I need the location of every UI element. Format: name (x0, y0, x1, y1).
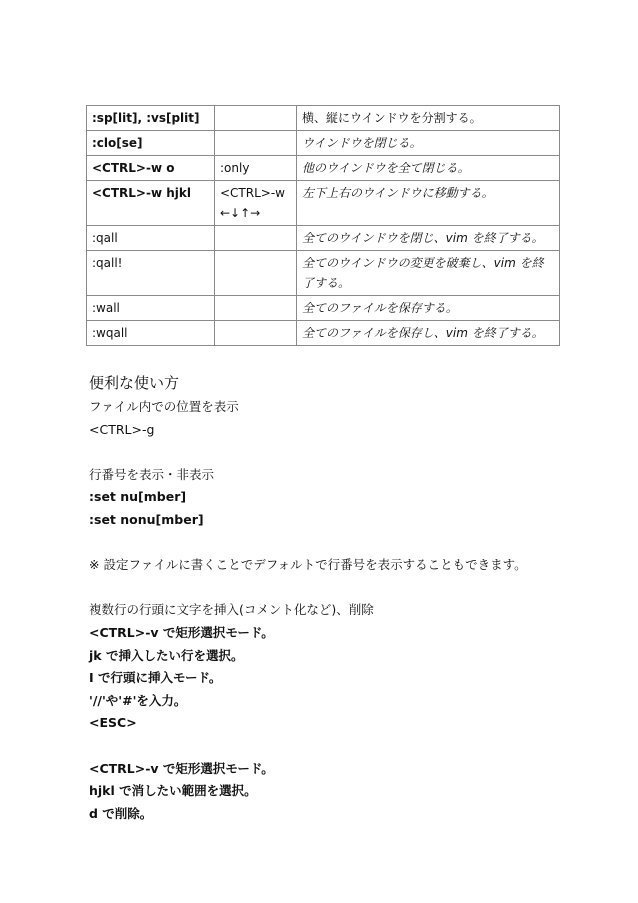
command-line: d で削除。 (89, 805, 153, 821)
tips-lines (89, 396, 559, 825)
command-line: <ESC> (89, 715, 137, 731)
command-cell: :qall! (87, 251, 215, 296)
table-row (87, 181, 560, 226)
blank-line (89, 532, 559, 555)
command-line: :set nonu[mber] (89, 511, 204, 527)
description-cell: 他のウインドウを全て閉じる。 (297, 156, 560, 181)
table-row (87, 321, 560, 346)
table-row (87, 131, 560, 156)
section-heading: 便利な使い方 (89, 374, 180, 392)
description-cell: 全てのウインドウの変更を破棄し、vim を終了する。 (297, 251, 560, 296)
text-line: 行番号を表示・非表示 (89, 466, 215, 482)
command-cell: :qall (87, 226, 215, 251)
description-cell: 左下上右のウインドウに移動する。 (297, 181, 560, 226)
alternate-command-cell: <CTRL>-w ←↓↑→ (215, 181, 297, 226)
description-cell: 全てのファイルを保存する。 (297, 296, 560, 321)
command-cell: <CTRL>-w o (87, 156, 215, 181)
alternate-command-cell (215, 251, 297, 296)
blank-line (89, 441, 559, 464)
table-row (87, 296, 560, 321)
command-line: hjkl で消したい範囲を選択。 (89, 783, 257, 799)
description-cell: 横、縦にウインドウを分割する。 (297, 106, 560, 131)
table-row (87, 226, 560, 251)
command-cell: :wqall (87, 321, 215, 346)
alternate-command-cell (215, 226, 297, 251)
command-line: I で行頭に挿入モード。 (89, 670, 222, 686)
command-line: <CTRL>-v で矩形選択モード。 (89, 760, 274, 776)
table-body (87, 106, 560, 346)
alternate-command-cell: :only (215, 156, 297, 181)
alternate-command-cell (215, 321, 297, 346)
text-line: <CTRL>-g (89, 421, 155, 437)
alternate-command-cell (215, 106, 297, 131)
command-line: '//'や'#'を入力。 (89, 692, 187, 708)
command-line: :set nu[mber] (89, 489, 187, 505)
description-cell: 全てのウインドウを閉じ、vim を終了する。 (297, 226, 560, 251)
text-line: 複数行の行頭に文字を挿入(コメント化など)、削除 (89, 602, 374, 618)
blank-line (89, 577, 559, 600)
tips-section (89, 370, 559, 825)
table-row (87, 251, 560, 296)
description-cell: ウインドウを閉じる。 (297, 131, 560, 156)
text-line: ファイル内での位置を表示 (89, 399, 239, 414)
alternate-command-cell (215, 296, 297, 321)
blank-line (89, 735, 559, 758)
alternate-command-cell (215, 131, 297, 156)
table-row (87, 156, 560, 181)
command-cell: <CTRL>-w hjkl (87, 181, 215, 226)
window-commands-table (86, 105, 560, 346)
command-cell: :clo[se] (87, 131, 215, 156)
command-cell: :wall (87, 296, 215, 321)
command-line: jk で挿入したい行を選択。 (89, 647, 244, 663)
text-line: ※ 設定ファイルに書くことでデフォルトで行番号を表示することもできます。 (89, 557, 527, 573)
command-cell: :sp[lit], :vs[plit] (87, 106, 215, 131)
table-row (87, 106, 560, 131)
command-line: <CTRL>-v で矩形選択モード。 (89, 624, 274, 640)
description-cell: 全てのファイルを保存し、vim を終了する。 (297, 321, 560, 346)
